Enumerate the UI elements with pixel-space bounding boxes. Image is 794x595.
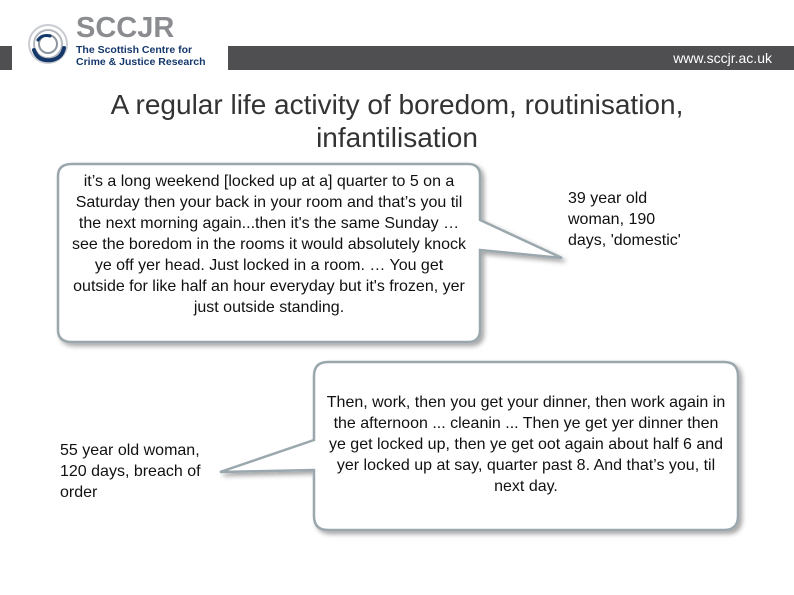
slide-title: A regular life activity of boredom, routinisation, infantilisation	[110, 89, 684, 153]
website-url[interactable]: www.sccjr.ac.uk	[673, 50, 772, 66]
quote-2-attribution: 55 year old woman, 120 days, breach of order	[60, 442, 201, 501]
logo-line-2: Crime & Justice Research	[76, 56, 206, 68]
logo-acronym: SCCJR	[76, 12, 175, 44]
quote-2-text: Then, work, then you get your dinner, then work again in the afternoon ... cleanin ... Then ye get yer dinner then ye get locked up, then ye get oot again about half 6 and yer locked up at say, quarter past 8. And that’s you, til next day.	[326, 394, 726, 495]
logo-line-1: The Scottish Centre for	[76, 44, 193, 56]
quote-1-text: it’s a long weekend [locked up at a] quarter to 5 on a Saturday then your back in your room and that’s you til the next morning again...then it's the same Sunday … see the boredom in the rooms it would absolutely knock ye off yer head. Just locked in a room. … You get outside for like half an hour everyday but it's frozen, yer just outside standing.	[72, 173, 466, 316]
quote-1-attribution: 39 year old woman, 190 days, 'domestic'	[568, 190, 681, 249]
